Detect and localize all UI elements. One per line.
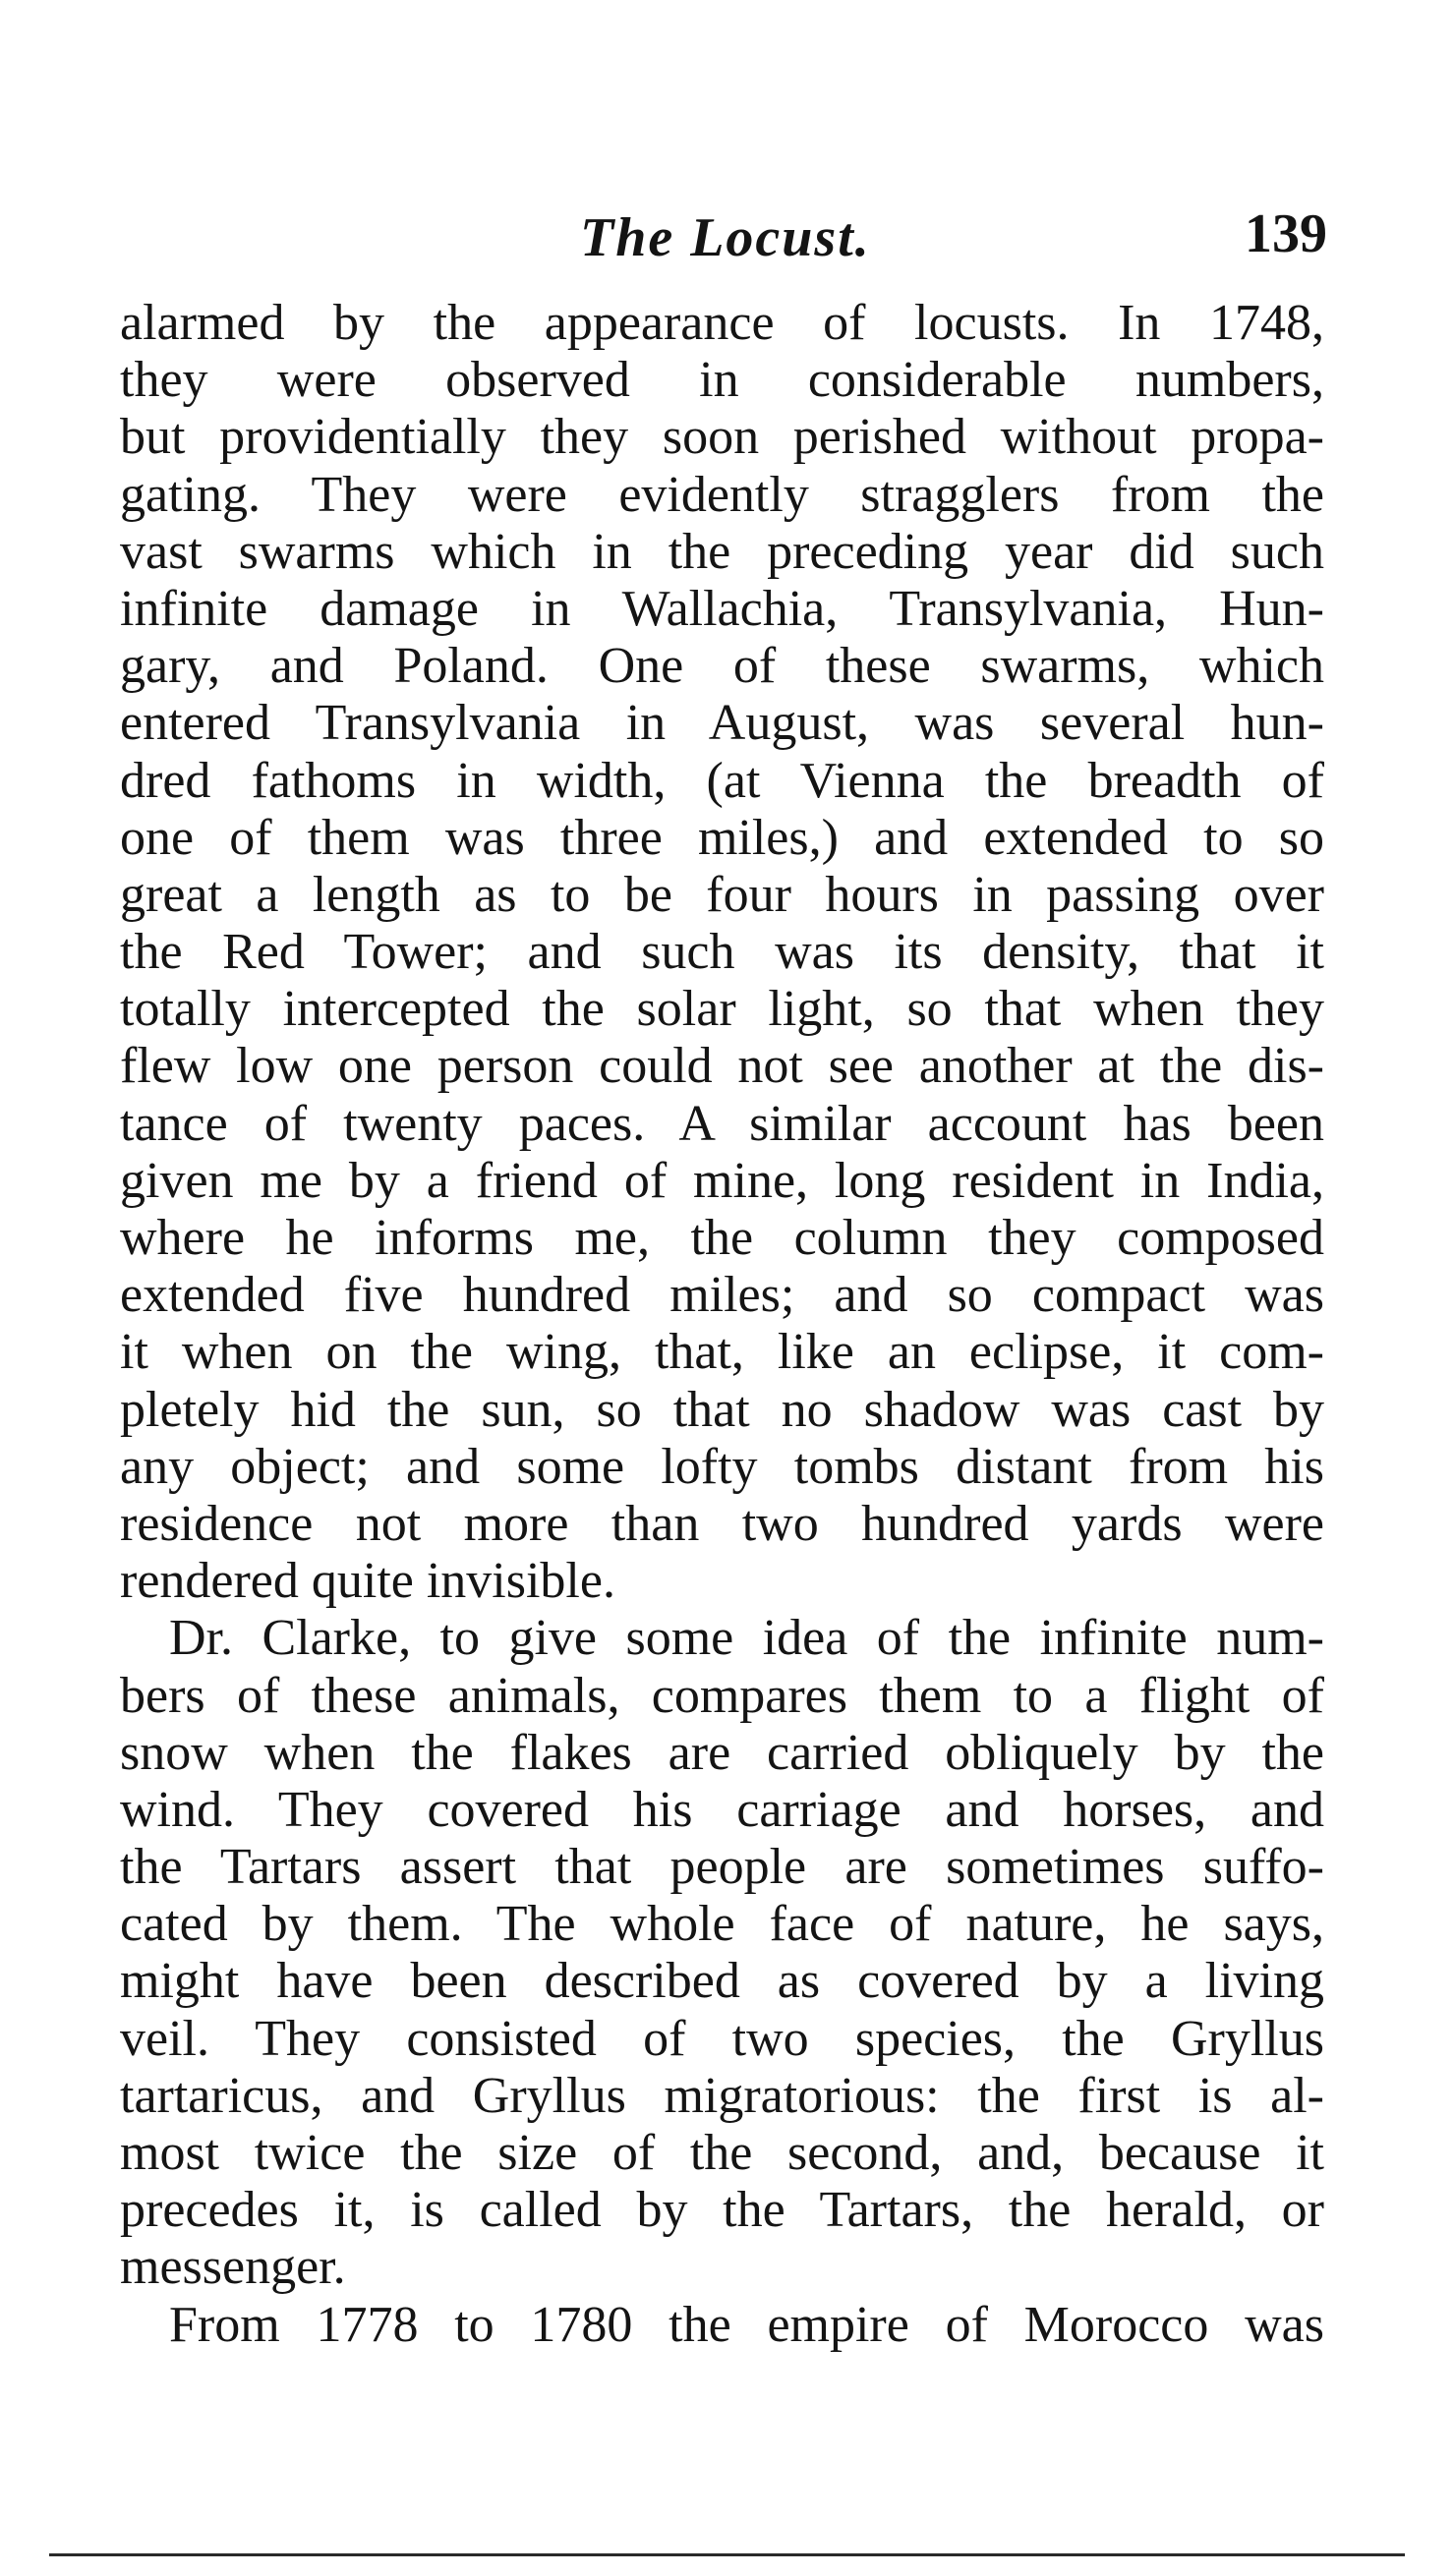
text-line: gating. They were evidently stragglers from the <box>120 466 1324 523</box>
text-line: pletely hid the sun, so that no shadow was cast by <box>120 1381 1324 1438</box>
text-line: Dr. Clarke, to give some idea of the infinite num- <box>169 1610 1324 1667</box>
text-line: it when on the wing, that, like an eclipse, it com- <box>120 1324 1324 1381</box>
body-text <box>120 295 1324 2354</box>
text-line: one of them was three miles,) and extended to so <box>120 809 1324 866</box>
text-line: dred fathoms in width, (at Vienna the breadth of <box>120 752 1324 809</box>
text-line: extended five hundred miles; and so compact was <box>120 1267 1324 1324</box>
page-number: 139 <box>1245 203 1327 264</box>
text-line: great a length as to be four hours in passing over <box>120 866 1324 923</box>
text-line: the Tartars assert that people are sometimes suffo- <box>120 1839 1324 1896</box>
text-line: most twice the size of the second, and, because it <box>120 2125 1324 2181</box>
text-line: they were observed in considerable numbers, <box>120 352 1324 409</box>
page-header <box>118 197 1327 285</box>
text-line: vast swarms which in the preceding year did such <box>120 523 1324 580</box>
text-line: the Red Tower; and such was its density, that it <box>120 924 1324 981</box>
text-line: tance of twenty paces. A similar account has been <box>120 1095 1324 1152</box>
text-line: tartaricus, and Gryllus migratorious: the first is al- <box>120 2067 1324 2124</box>
text-line: given me by a friend of mine, long resident in India, <box>120 1152 1324 1209</box>
text-line: messenger. <box>120 2239 346 2296</box>
text-line: From 1778 to 1780 the empire of Morocco was <box>169 2296 1324 2353</box>
text-line: wind. They covered his carriage and horses, and <box>120 1781 1324 1838</box>
text-line: alarmed by the appearance of locusts. In 1748, <box>120 295 1324 351</box>
text-line: veil. They consisted of two species, the Gryllus <box>120 2010 1324 2067</box>
text-line: where he informs me, the column they composed <box>120 1210 1324 1266</box>
text-line: totally intercepted the solar light, so that when they <box>120 981 1324 1038</box>
text-line: snow when the flakes are carried obliquely by the <box>120 1724 1324 1781</box>
text-line: bers of these animals, compares them to a flight of <box>120 1667 1324 1724</box>
text-line: infinite damage in Wallachia, Transylvania, Hun- <box>120 580 1324 637</box>
text-line: entered Transylvania in August, was several hun- <box>120 695 1324 752</box>
text-line: residence not more than two hundred yards were <box>120 1495 1324 1552</box>
text-line: any object; and some lofty tombs distant from his <box>120 1438 1324 1495</box>
bottom-rule <box>49 2553 1405 2556</box>
text-line: cated by them. The whole face of nature, he says, <box>120 1896 1324 1953</box>
text-line: might have been described as covered by a living <box>120 1953 1324 2010</box>
text-line: gary, and Poland. One of these swarms, which <box>120 638 1324 695</box>
text-line: but providentially they soon perished without propa- <box>120 409 1324 466</box>
text-line: rendered quite invisible. <box>120 1553 615 1610</box>
text-line: precedes it, is called by the Tartars, the herald, or <box>120 2182 1324 2239</box>
running-head: The Locust. <box>580 207 871 268</box>
text-line: flew low one person could not see another at the dis- <box>120 1038 1324 1095</box>
